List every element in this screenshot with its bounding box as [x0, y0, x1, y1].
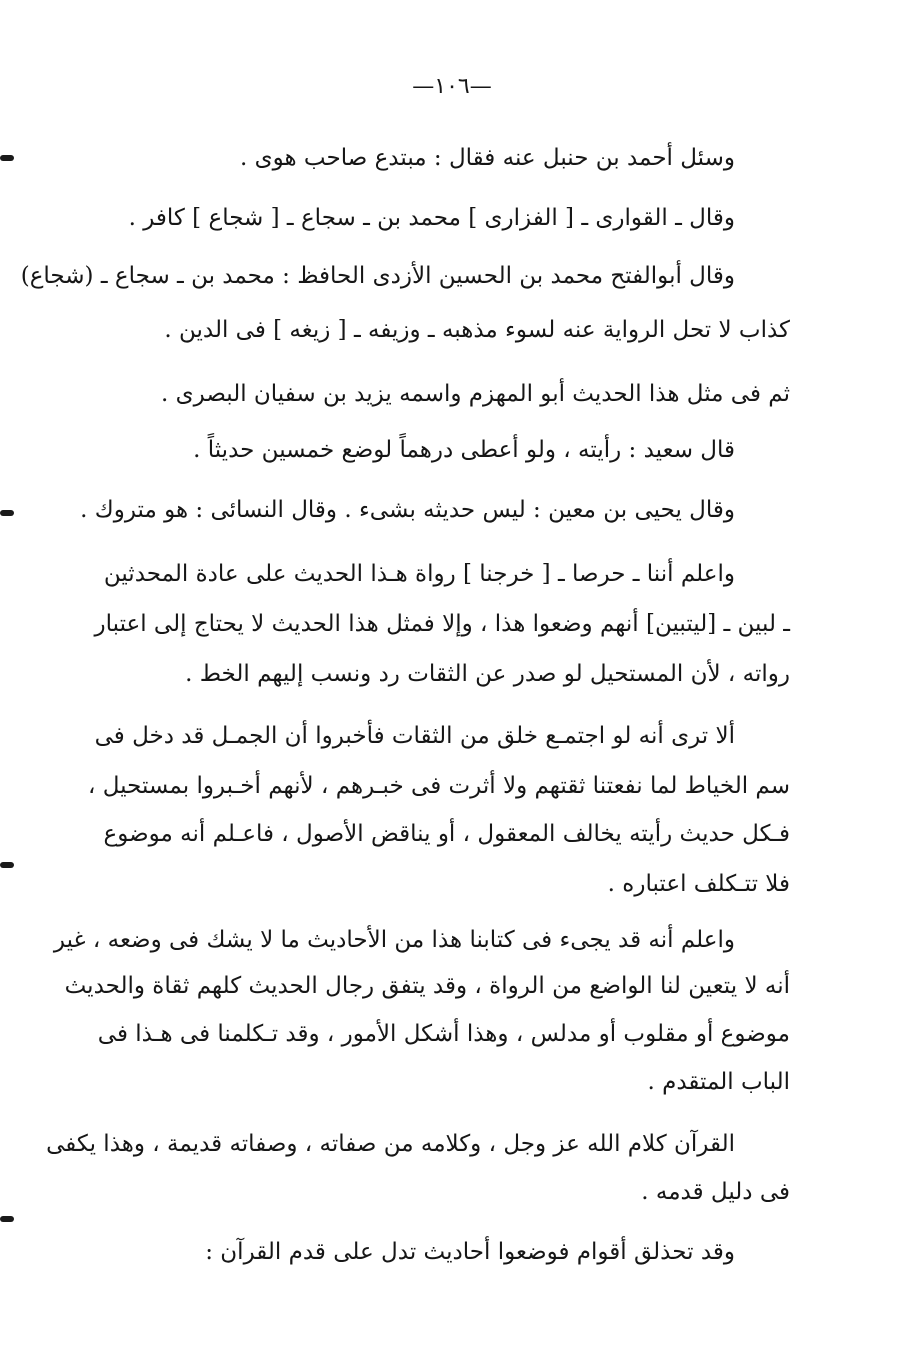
text-line: أنه لا يتعين لنا الواضع من الرواة ، وقد يتفق رجال الحديث كلهم ثقاة والحديث — [64, 973, 790, 999]
text-line: فـكل حديث رأيته يخالف المعقول ، أو يناقض الأصول ، فاعـلم أنه موضوع — [103, 821, 790, 847]
scan-edge-mark — [0, 1216, 14, 1222]
text-line: موضوع أو مقلوب أو مدلس ، وهذا أشكل الأمور ، وقد تـكلمنا فى هـذا فى — [97, 1021, 790, 1047]
text-line: ألا ترى أنه لو اجتمـع خلق من الثقات فأخبروا أن الجمـل قد دخل فى — [94, 723, 735, 749]
scan-edge-mark — [0, 862, 14, 868]
text-line: وسئل أحمد بن حنبل عنه فقال : مبتدع صاحب هوى . — [239, 145, 735, 171]
scan-edge-mark — [0, 510, 14, 516]
text-line: قال سعيد : رأيته ، ولو أعطى درهماً لوضع خمسين حديثاً . — [193, 437, 735, 463]
text-line: ـ لبين ـ [ليتبين] أنهم وضعوا هذا ، وإلا فمثل هذا الحديث لا يحتاج إلى اعتبار — [94, 611, 790, 637]
text-line: رواته ، لأن المستحيل لو صدر عن الثقات رد ونسب إليهم الخط . — [185, 661, 790, 687]
text-line: فلا تتـكلف اعتباره . — [607, 871, 790, 897]
text-line: ثم فى مثل هذا الحديث أبو المهزم واسمه يزيد بن سفيان البصرى . — [161, 381, 790, 407]
scan-edge-mark — [0, 155, 14, 161]
text-line: القرآن كلام الله عز وجل ، وكلامه من صفاته ، وصفاته قديمة ، وهذا يكفى — [46, 1131, 735, 1157]
text-line: واعلم أننا ـ حرصا ـ [ خرجنا ] رواة هـذا الحديث على عادة المحدثين — [103, 561, 735, 587]
text-line: سم الخياط لما نفعتنا ثقتهم ولا أثرت فى خبـرهم ، لأنهم أخـبروا بمستحيل ، — [88, 773, 790, 799]
text-line: واعلم أنه قد يجىء فى كتابنا هذا من الأحاديث ما لا يشك فى وضعه ، غير — [53, 927, 735, 953]
text-line: كذاب لا تحل الرواية عنه لسوء مذهبه ـ وزيفه ـ [ زيغه ] فى الدين . — [164, 317, 790, 343]
text-line: وقال ـ القوارى ـ [ الفزارى ] محمد بن ـ سجاع ـ [ شجاع ] كافر . — [128, 205, 735, 231]
text-line: وقد تحذلق أقوام فوضعوا أحاديث تدل على قدم القرآن : — [205, 1239, 735, 1265]
text-line: وقال أبوالفتح محمد بن الحسين الأزدى الحافظ : محمد بن ـ سجاع ـ (شجاع) — [20, 263, 735, 289]
text-line: فى دليل قدمه . — [641, 1179, 790, 1205]
page-number: —١٠٦— — [412, 74, 492, 99]
text-line: الباب المتقدم . — [647, 1069, 790, 1095]
text-line: وقال يحيى بن معين : ليس حديثه بشىء . وقال النسائى : هو متروك . — [80, 497, 735, 523]
